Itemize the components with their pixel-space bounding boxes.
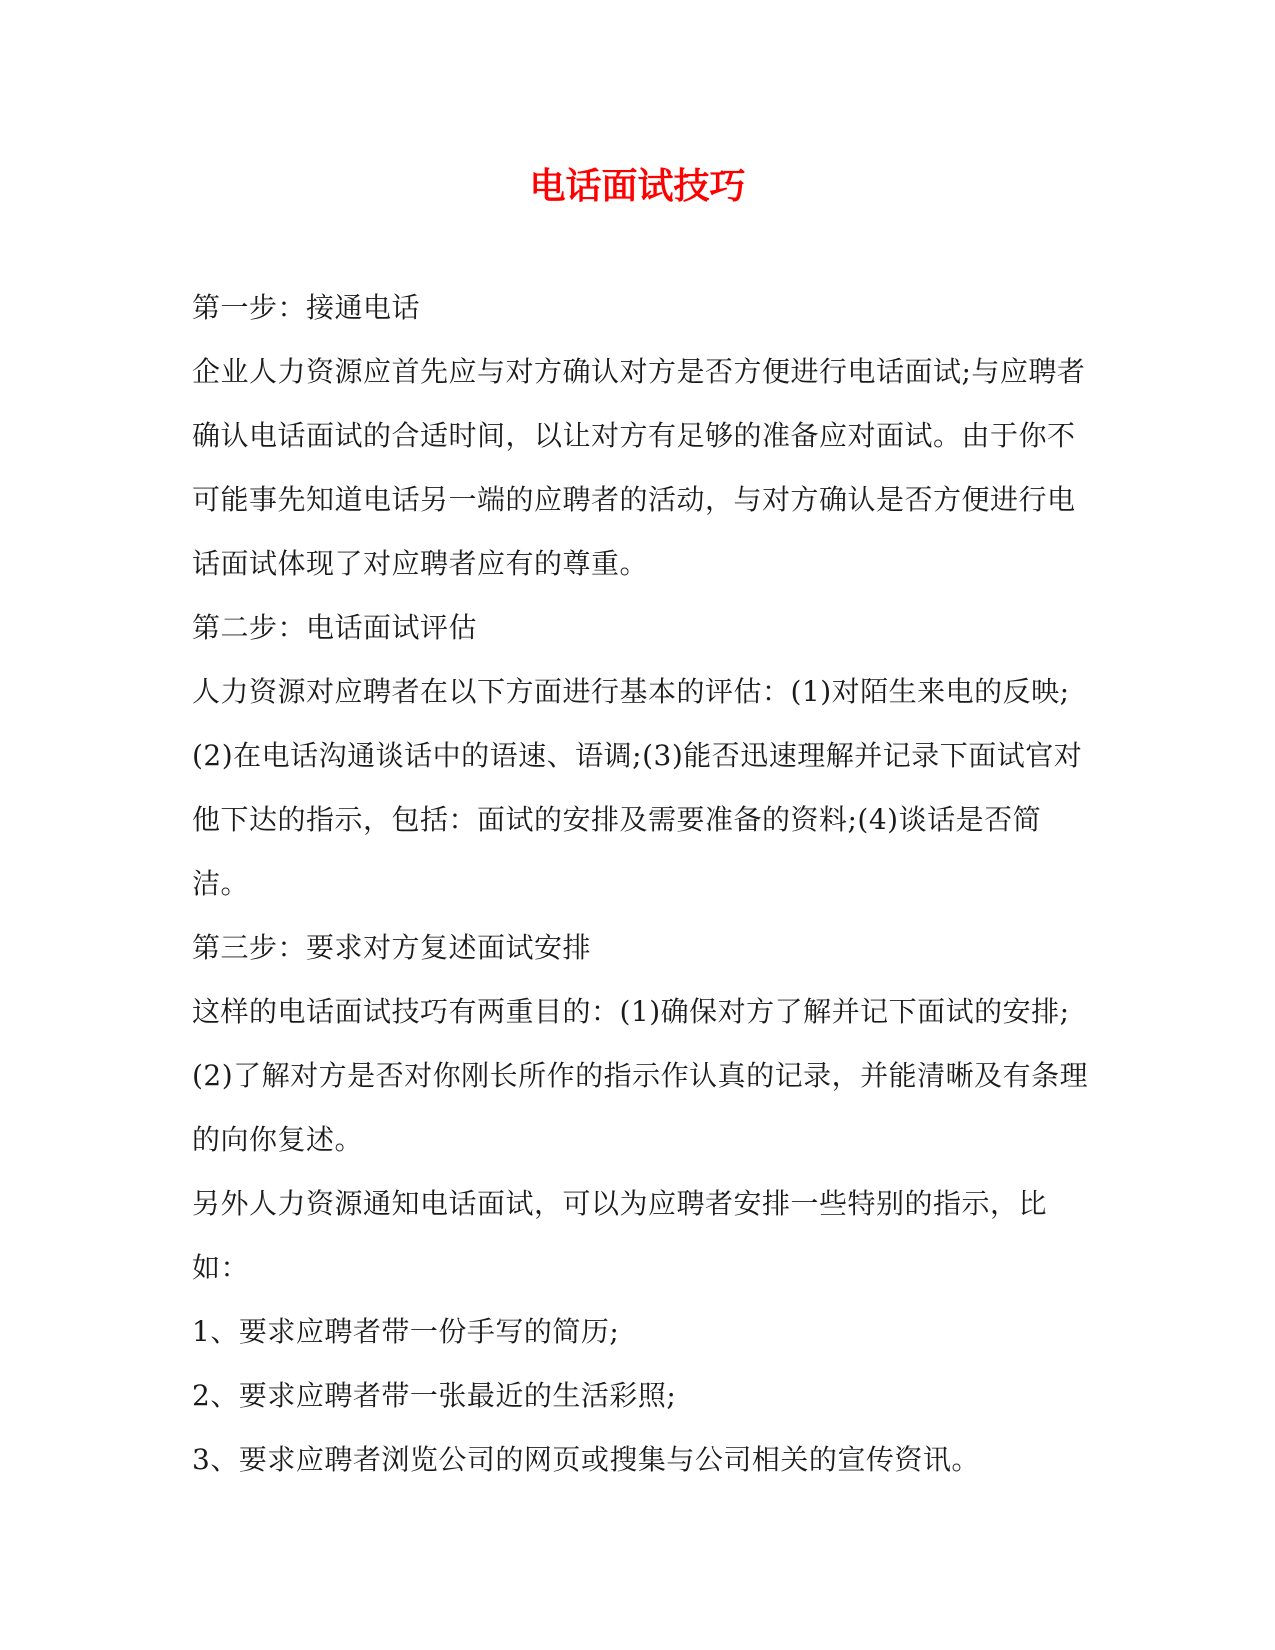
list-item: 3、要求应聘者浏览公司的网页或搜集与公司相关的宣传资讯。 xyxy=(192,1443,980,1476)
step-two-paragraph: 人力资源对应聘者在以下方面进行基本的评估：(1)对陌生来电的反映;(2)在电话沟通谈话中的语速、语调;(3)能否迅速理解并记录下面试官对他下达的指示，包括：面试的安排及需要准备的资料;(4)谈话是否简洁。 xyxy=(192,675,1083,900)
step-one-heading: 第一步：接通电话 xyxy=(192,291,421,324)
document-title: 电话面试技巧 xyxy=(529,166,746,207)
step-three-heading: 第三步：要求对方复述面试安排 xyxy=(192,931,592,964)
step-three-paragraph: 这样的电话面试技巧有两重目的：(1)确保对方了解并记下面试的安排;(2)了解对方是否对你刚长所作的指示作认真的记录，并能清晰及有条理的向你复述。 xyxy=(192,995,1089,1156)
document-body xyxy=(192,276,1092,1492)
additional-instructions-intro: 另外人力资源通知电话面试，可以为应聘者安排一些特别的指示，比如： xyxy=(192,1187,1048,1284)
step-one-paragraph: 企业人力资源应首先应与对方确认对方是否方便进行电话面试;与应聘者确认电话面试的合适时间，以让对方有足够的准备应对面试。由于你不可能事先知道电话另一端的应聘者的活动，与对方确认是否方便进行电话面试体现了对应聘者应有的尊重。 xyxy=(192,355,1086,580)
list-item: 1、要求应聘者带一份手写的简历; xyxy=(192,1315,620,1348)
step-two-heading: 第二步：电话面试评估 xyxy=(192,611,478,644)
list-item: 2、要求应聘者带一张最近的生活彩照; xyxy=(192,1379,677,1412)
